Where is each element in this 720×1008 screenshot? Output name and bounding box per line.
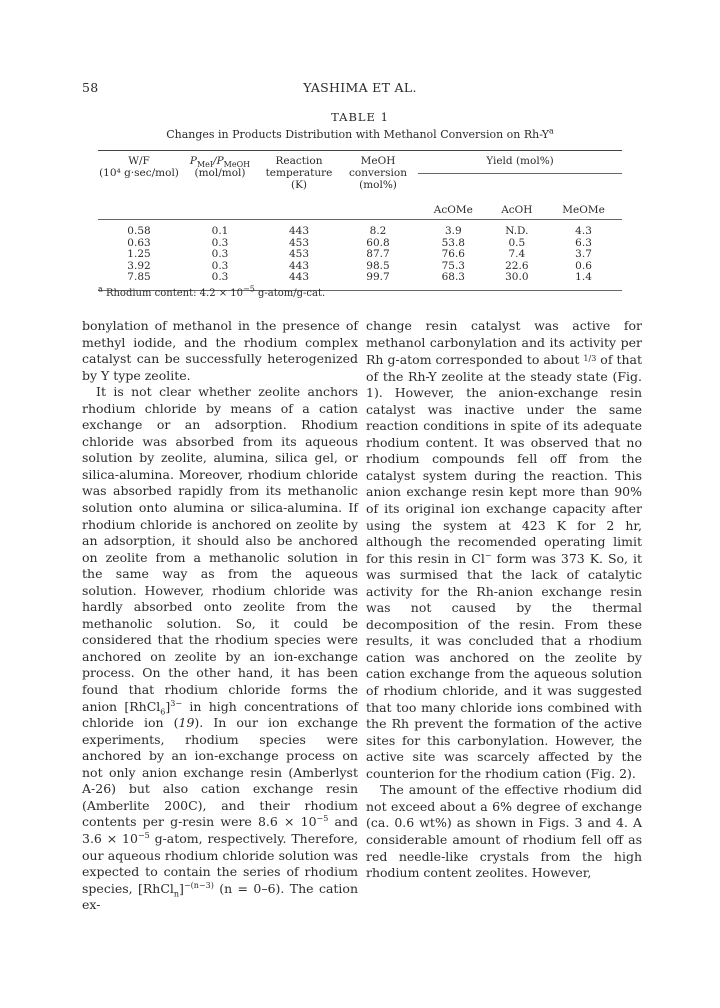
table-cell: 443 <box>288 225 310 237</box>
table-cell: 87.7 <box>366 248 390 260</box>
col-header-p2-sub: MeOH <box>223 160 251 170</box>
col-header-temp-line3: (K) <box>290 179 308 191</box>
table-cell: 0.5 <box>508 236 526 249</box>
footnote-text: Rhodium content: 4.2 × 10 <box>102 288 244 299</box>
footnote-exponent: −5 <box>243 284 255 294</box>
table-cell: 0.3 <box>211 248 229 260</box>
reference-19: 19 <box>178 715 195 731</box>
table-cell: 1.25 <box>127 248 151 260</box>
table-cell: 443 <box>288 271 310 283</box>
body-column-right <box>366 318 642 882</box>
table-cell: 53.8 <box>441 236 465 249</box>
table-cell: 4.3 <box>575 225 592 237</box>
text-run: g-atom, respectively. Therefore, our aqueous rhodium chloride solution was expected to contain the series of rhodium species, [RhCl <box>82 830 358 896</box>
running-head: YASHIMA ET AL. <box>303 80 417 95</box>
col-header-acoh: AcOH <box>489 174 545 220</box>
table-cell: 0.3 <box>211 271 229 283</box>
paragraph: bonylation of methanol in the presence of methyl iodide, and the rhodium complex catalyst can be successfully heterogenized by Y type zeolite. <box>82 318 358 383</box>
footnote-mark: a <box>98 284 103 294</box>
table-cell: 0.63 <box>127 236 151 249</box>
data-table-container <box>98 150 622 291</box>
table-cell: 3.7 <box>575 248 592 260</box>
table-cell: 3.9 <box>444 225 462 237</box>
text-run: change resin catalyst was active for methanol carbonylation and its activity per Rh g-atom corresponded to about <box>366 318 642 368</box>
col-header-wf <box>98 151 180 220</box>
superscript: − <box>484 550 492 560</box>
superscript: −5 <box>316 814 329 824</box>
col-header-p1-sub: MeI <box>196 160 214 170</box>
table-row <box>98 249 622 261</box>
footnote-text-2: g-atom/g-cat. <box>254 288 326 299</box>
table-title-text: Changes in Products Distribution with Methanol Conversion on Rh-Y <box>166 128 550 141</box>
table-cell: 3.92 <box>127 259 151 272</box>
table-cell: 453 <box>288 236 310 249</box>
page-number: 58 <box>82 80 99 95</box>
subscript: 6 <box>160 707 166 717</box>
table-cell: 0.6 <box>575 259 592 272</box>
table-cell: 98.5 <box>366 259 390 272</box>
table-cell: 75.3 <box>441 259 465 272</box>
text-run: ). In our ion exchange experiments, rhodium species were anchored by an ion-exchange process on not only anion exchange resin (Amberlyst A-26) but also cation exchange resin (Amberlite 200C), and their rhodium contents per g-resin were 8.6 × 10 <box>82 715 358 830</box>
superscript: 3− <box>170 698 183 708</box>
paragraph <box>366 318 642 782</box>
table-row <box>98 238 622 250</box>
col-header-conversion <box>338 151 418 220</box>
col-header-conv-line3: (mol%) <box>359 179 397 191</box>
col-header-conv-line2: conversion <box>349 167 407 179</box>
table-cell: 30.0 <box>505 271 529 283</box>
table-footnote <box>98 284 326 299</box>
paragraph: It is not clear whether zeolite anchors rhodium chloride by means of a cation exchange or an adsorption. Rhodium chloride was absorbed from its aqueous solution by zeolite, alumina, silica gel, or silica-alumina. Moreover, rhodium chloride was absorbed rapidly from its methanolic solution onto alumina or silica-alumina. If rhodium chloride is anchored on zeolite by an adsorption, it should also be anchored on zeolite from a methanolic solution in the same way as from the aqueous solution. However, rhodium chloride was hardly absorbed onto zeolite from the methanolic solution. So, it could be considered that the rhodium species were anchored on zeolite by an ion-exchange process. On the other hand, it has been found that rhodium chloride forms the anion [RhCl$_6$]$^{3-}$ in high concentrations of chloride ion (19). In our ion exchange experiments, rhodium species were anchored by an ion-exchange process on not only anion exchange resin (Amberlyst A-26) but also cation exchange resin (Amberlite 200C), and their rhodium contents per g-resin were $8.6 \times 10^{-5}$ and $3.6 \times 10^{-5}$ g-atom, respectively. Therefore, our aqueous rhodium chloride solution was expected to contain the series of rhodium species, [RhCl$_n$]$^{-(n-3)}$ (n = 0–6). The cation ex- <box>82 384 359 913</box>
col-header-yield-group: Yield (mol%) <box>486 155 554 167</box>
table-cell: 0.3 <box>211 259 229 272</box>
table-cell: 7.85 <box>127 271 151 283</box>
subscript: n <box>173 889 180 899</box>
table-row <box>98 220 622 238</box>
table-row <box>98 261 622 273</box>
table-cell: 99.7 <box>366 271 390 283</box>
col-header-p1: P <box>189 155 197 167</box>
text-run: in high concentrations of chloride ion ( <box>82 698 359 731</box>
table-cell: 76.6 <box>441 248 465 260</box>
superscript: −(n−3) <box>183 880 214 890</box>
col-header-acome: AcOMe <box>418 174 489 220</box>
col-header-temperature <box>260 151 338 220</box>
table-cell: 1.4 <box>575 271 592 283</box>
superscript: −5 <box>137 830 150 840</box>
table-cell: N.D. <box>505 225 529 237</box>
col-header-pratio-unit: (mol/mol) <box>194 167 246 179</box>
body-column-left <box>82 318 358 914</box>
table-title-note-mark: a <box>549 126 554 136</box>
text-run: of that of the Rh-Y zeolite at the steady state (Fig. 1). However, the anion-exchange resin catalyst was inactive under the same reaction conditions in spite of its adequate rhodium content. It was observed that no rhodium compounds fell off from the catalyst system during the reaction. This anion exchange resin kept more than 90% of its original ion exchange capacity after using the system at 423 K for 2 hr, although the recomended operating limit for this resin in Cl <box>366 352 642 566</box>
col-header-temp-line2: temperature <box>265 167 333 179</box>
col-header-pressure-ratio <box>180 151 260 220</box>
table-label: TABLE 1 <box>331 110 389 124</box>
table-cell: 68.3 <box>441 271 465 283</box>
table-cell: 0.58 <box>127 225 151 237</box>
col-header-wf-line1: W/F <box>128 155 150 167</box>
table-cell: 6.3 <box>575 236 592 249</box>
col-header-p2: /P <box>213 155 224 167</box>
col-header-temp-line1: Reaction <box>275 155 323 167</box>
table-cell: 7.4 <box>508 248 526 260</box>
table-cell: 453 <box>288 248 310 260</box>
table-cell: 60.8 <box>366 236 390 249</box>
data-table <box>98 150 622 291</box>
table-title <box>0 128 720 141</box>
table-cell: 22.6 <box>505 259 529 272</box>
col-header-wf-line2: (10⁴ g·sec/mol) <box>99 167 179 179</box>
table-cell: 0.1 <box>211 225 229 237</box>
paragraph: The amount of the effective rhodium did not exceed about a 6% degree of exchange (ca. 0.6 wt%) as shown in Figs. 3 and 4. A considerable amount of rhodium fell off as red needle-like crystals from the high rhodium content zeolites. However, <box>366 782 642 881</box>
table-cell: 8.2 <box>369 225 387 237</box>
text-run: form was 373 K. So, it was surmised that the lack of catalytic activity for the Rh-anion exchange resin was not caused by the thermal decomposition of the resin. From these results, it was concluded that a rhodium cation was anchored on the zeolite by cation exchange from the aqueous solution of rhodium chloride, and it was suggested that too many chloride ions combined with the Rh prevent the formation of the active sites for this carbonylation. However, the active site was scarcely affected by the counterion for the rhodium cation (Fig. 2). <box>366 550 642 781</box>
fraction: 1/3 <box>583 354 597 364</box>
table-cell: 0.3 <box>211 236 229 249</box>
col-header-conv-line1: MeOH <box>360 155 396 167</box>
col-header-meome: MeOMe <box>545 174 622 220</box>
table-body <box>98 220 622 291</box>
text-run: It is not clear whether zeolite anchors rhodium chloride by means of a cation exchange or an adsorption. Rhodium chloride was absorbed from its aqueous solution by zeolite, alumina, silica gel, or silica-alumina. Moreover, rhodium chloride was absorbed rapidly from its methanolic solution onto alumina or silica-alumina. If rhodium chloride is anchored on zeolite by an adsorption, it should also be anchored on zeolite from a methanolic solution in the same way as from the aqueous solution. However, rhodium chloride was hardly absorbed onto zeolite from the methanolic solution. So, it could be considered that the rhodium species were anchored on zeolite by an ion-exchange process. On the other hand, it has been found that rhodium chloride forms the anion [RhCl <box>82 384 358 714</box>
table-cell: 443 <box>288 259 310 272</box>
text-run: (n = 0–6). The cation ex- <box>82 880 358 913</box>
text-run: and 3.6 × 10 <box>82 814 358 846</box>
